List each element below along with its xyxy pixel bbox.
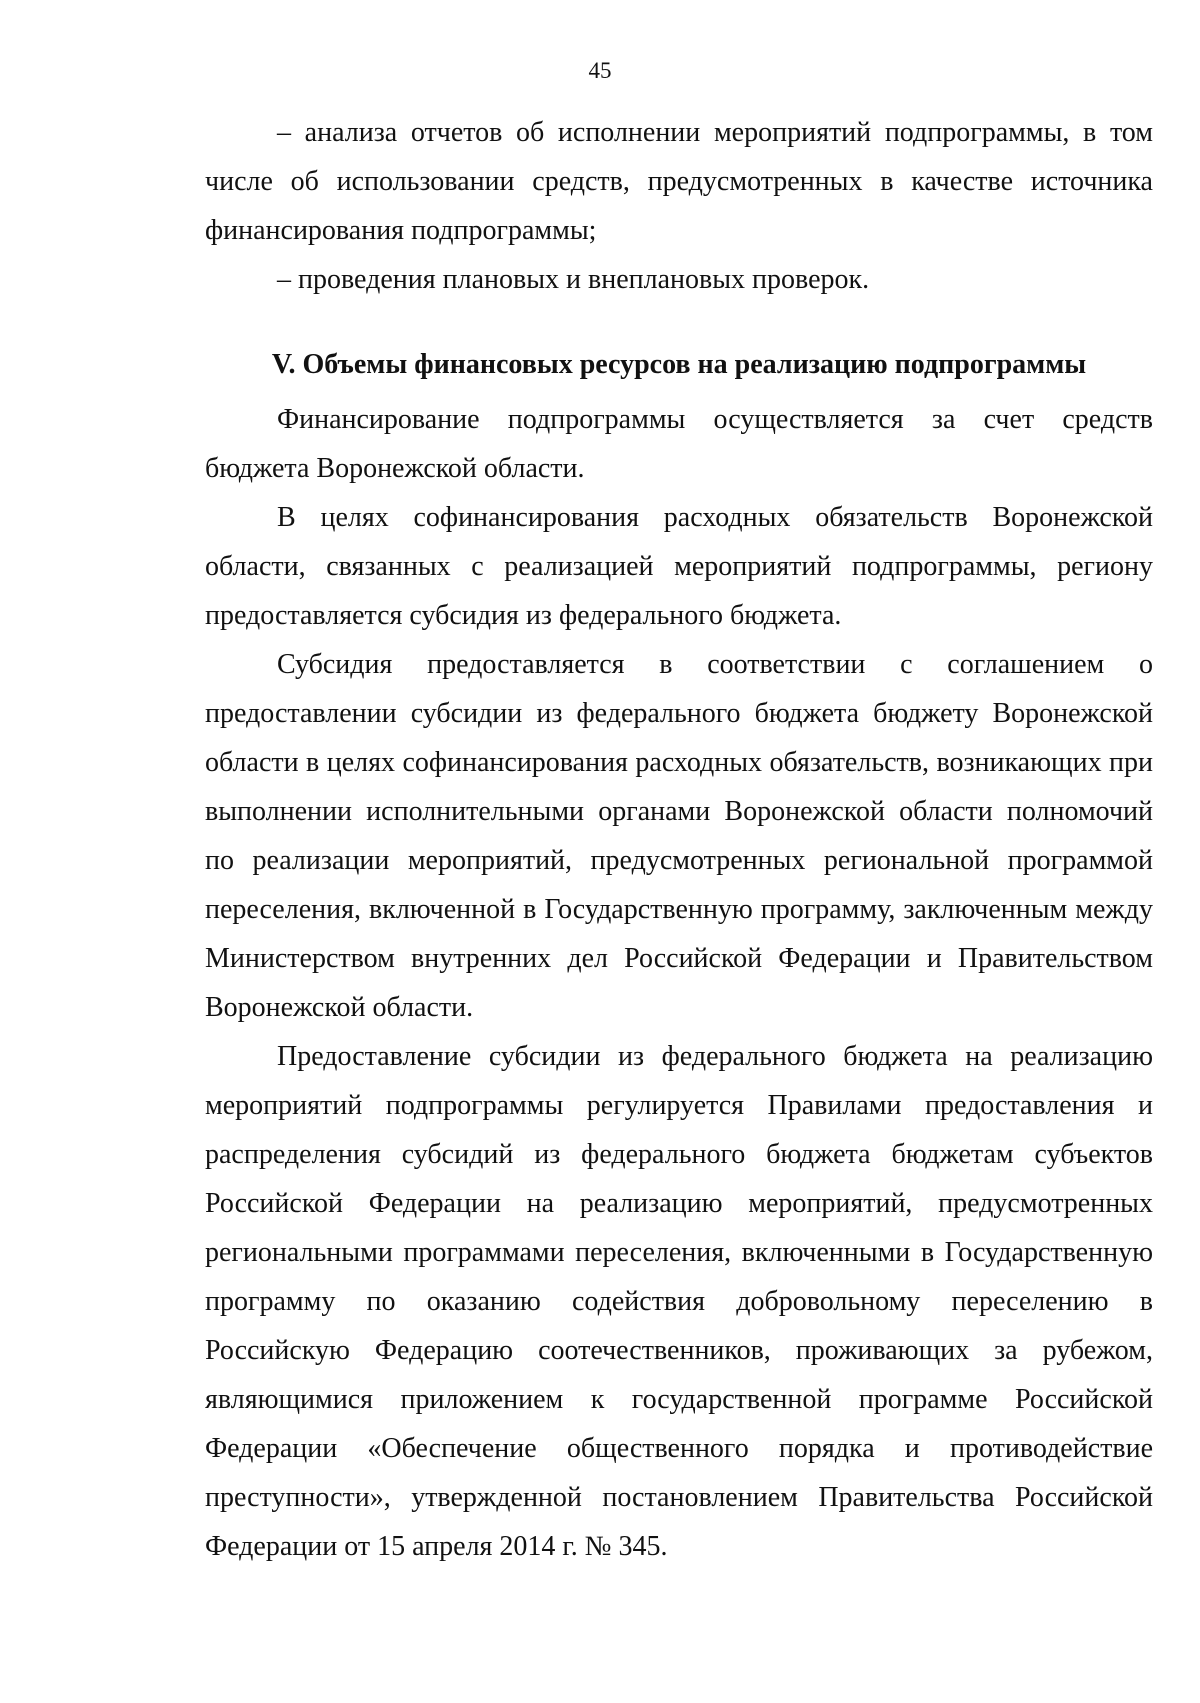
paragraph-subsidy-agreement: Субсидия предоставляется в соответствии с соглашением о предоставлении субсидии из федерального бюджета бюджету Воронежской области в целях софинансирования расходных обязательств, возникающих при выполнении исполнительными органами Воронежской области полномочий по реализации мероприятий, предусмотренных региональной программой переселения, включенной в Государственную программу, заключенным между Министерством внутренних дел Российской Федерации и Правительством Воронежской области. — [205, 649, 1153, 1023]
paragraph-report-analysis: – анализа отчетов об исполнении мероприятий подпрограммы, в том числе об использовании средств, предусмотренных в качестве источника финансирования подпрограммы; — [205, 117, 1153, 246]
paragraph-cofinancing: В целях софинансирования расходных обязательств Воронежской области, связанных с реализацией мероприятий подпрограммы, региону предоставляется субсидия из федерального бюджета. — [205, 502, 1153, 631]
paragraph-financing-source: Финансирование подпрограммы осуществляется за счет средств бюджета Воронежской области. — [205, 404, 1153, 484]
paragraph-subsidy-rules: Предоставление субсидии из федерального бюджета на реализацию мероприятий подпрограммы регулируется Правилами предоставления и распределения субсидий из федерального бюджета бюджетам субъектов Российской Федерации на реализацию мероприятий, предусмотренных региональными программами переселения, включенными в Государственную программу по оказанию содействия добровольному переселению в Российскую Федерацию соотечественников, проживающих за рубежом, являющимися приложением к государственной программе Российской Федерации «Обеспечение общественного порядка и противодействие преступности», утвержденной постановлением Правительства Российской Федерации от 15 апреля 2014 г. № 345. — [205, 1041, 1153, 1562]
paragraph-inspections: – проведения плановых и внеплановых проверок. — [277, 264, 870, 295]
document-body — [205, 108, 1153, 1571]
page-number: 45 — [588, 58, 612, 83]
section-heading: V. Объемы финансовых ресурсов на реализацию подпрограммы — [271, 349, 1087, 380]
